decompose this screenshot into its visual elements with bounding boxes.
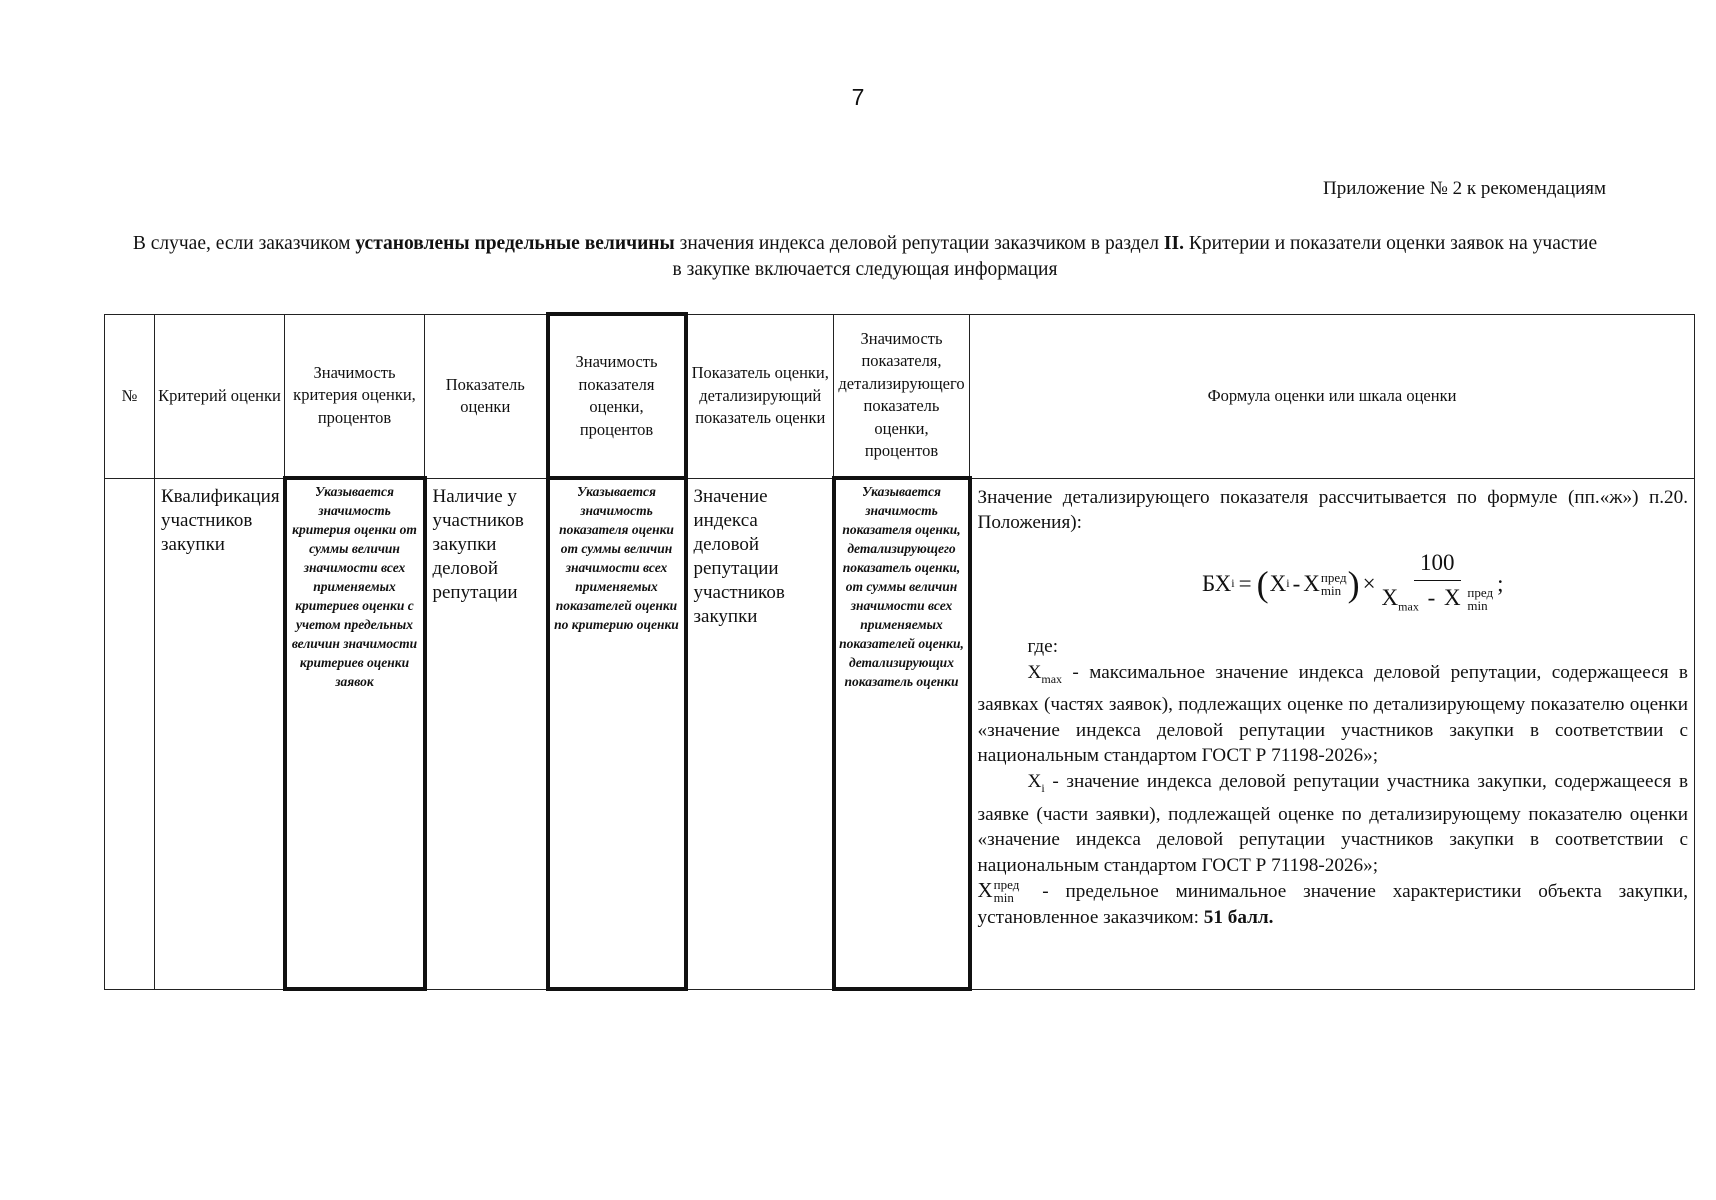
xi-text: - значение индекса деловой репутации участника закупки, содержащееся в заявке (части заявки), подлежащей оценке по детализирующему показателю оценки «значение индекса деловой репутации участников закупки в соответствии с национальным стандартом ГОСТ Р 71198-2026»; (977, 771, 1688, 876)
formula-times: × (1362, 571, 1376, 597)
header-indicator: Показатель оценки (425, 314, 548, 478)
xmin-scripts (994, 878, 1020, 904)
xmax-definition (978, 660, 1689, 769)
xi-subscript: i (1041, 780, 1045, 795)
intro-text-1: В случае, если заказчиком (132, 233, 356, 254)
header-detail-weight: Значимость показателя, детализирующего показатель оценки, процентов (834, 314, 970, 478)
xmax-subscript: max (1041, 671, 1063, 686)
criterion-weight-text: Указывается значимость критерия оценки от суммы величин значимости всех применяемых критериев оценки с учетом предельных величин значимости критериев оценки заявок (291, 484, 418, 689)
formula-numerator: 100 (1414, 548, 1461, 581)
criteria-table (104, 312, 1695, 991)
formula-minus: - (1292, 571, 1301, 597)
cell-detail-indicator (686, 478, 834, 989)
formula-den-xmin: X (1444, 584, 1461, 610)
formula-paren-close: ) (1347, 563, 1360, 604)
formula-intro: Значение детализирующего показателя рассчитывается по формуле (пп.«ж») п.20. Положения): (977, 486, 1688, 534)
formula-den-minus: - (1427, 584, 1436, 610)
xi-definition (978, 769, 1689, 878)
cell-formula (970, 478, 1695, 989)
page-number: 7 (851, 84, 865, 110)
detail-weight-text: Указывается значимость показателя оценки, детализирующего показатель оценки, от суммы величин значимости всех применяемых показателей оценки, детализирующих показатель оценки (839, 484, 964, 689)
intro-text-2: значения индекса деловой репутации заказчиком в раздел (674, 233, 1164, 254)
cell-number (105, 478, 155, 989)
formula-paren-open: ( (1256, 563, 1269, 604)
cell-criterion-weight (285, 478, 425, 989)
header-criterion: Критерий оценки (155, 314, 285, 478)
xmin-symbol-group (978, 878, 1020, 904)
formula-xmin-scripts (1321, 571, 1347, 597)
formula-den-xmin-scripts (1467, 586, 1493, 612)
formula-x: X (1269, 571, 1287, 597)
formula-fraction (1382, 548, 1494, 621)
header-formula: Формула оценки или шкала оценки (970, 314, 1695, 478)
xmin-sub: min (993, 890, 1014, 906)
formula-xmin-sup: пред (1320, 569, 1347, 585)
xmin-sup: пред (993, 877, 1020, 893)
xi-symbol: X (1027, 771, 1042, 793)
cell-criterion (155, 478, 285, 989)
appendix-label: Приложение № 2 к рекомендациям (1323, 178, 1606, 199)
formula-denominator (1382, 581, 1494, 621)
xmax-symbol: X (1027, 661, 1042, 683)
formula-lhs: БХ (1202, 571, 1232, 597)
formula-lhs-sub: i (1231, 576, 1235, 591)
criterion-text: Квалификация участников закупки (161, 485, 280, 555)
header-detail-indicator: Показатель оценки, детализирующий показатель оценки (686, 314, 834, 478)
formula-den-xmin-sub: min (1467, 598, 1488, 614)
cell-indicator-weight (548, 478, 686, 989)
formula-xmin: X (1303, 571, 1320, 597)
xmax-text: - максимальное значение индекса деловой репутации, содержащееся в заявках (частях заявок), подлежащих оценке по детализирующему показателю оценки «значение индекса деловой репутации участников закупки в соответствии с национальным стандартом ГОСТ Р 71198-2026»; (977, 661, 1688, 767)
header-indicator-weight: Значимость показателя оценки, процентов (548, 314, 686, 478)
xmin-text: - предельное минимальное значение характеристики объекта закупки, установленное заказчиком: (977, 881, 1688, 929)
xmin-value: 51 балл. (1203, 907, 1274, 929)
xmin-symbol: X (977, 878, 993, 903)
intro-text-3: Критерии и показатели оценки заявок на участие в закупке включается следующая информация (672, 233, 1598, 280)
header-number: № (105, 314, 155, 478)
cell-indicator (425, 478, 548, 989)
indicator-text: Наличие у участников закупки деловой репутации (432, 485, 524, 603)
formula-den-xmin-sup: пред (1467, 585, 1494, 601)
formula-semicolon: ; (1497, 571, 1504, 597)
formula-equation (1018, 548, 1689, 621)
cell-detail-weight (834, 478, 970, 989)
xmin-definition (978, 878, 1689, 930)
formula-xmin-sub: min (1320, 582, 1342, 598)
intro-bold: установлены предельные величины (355, 233, 675, 254)
detail-indicator-text: Значение индекса деловой репутации участников закупки (693, 485, 785, 627)
formula-x-sub: i (1286, 576, 1290, 591)
formula-equals: = (1238, 571, 1252, 597)
indicator-weight-text: Указывается значимость показателя оценки от суммы величин значимости всех применяемых показателей оценки по критерию оценки (554, 484, 679, 632)
intro-paragraph (130, 231, 1600, 283)
formula-den-xmax-sub: max (1398, 599, 1419, 614)
formula-where: где: (1027, 636, 1059, 658)
formula-den-xmax: X (1381, 584, 1399, 610)
intro-section: II. (1163, 233, 1184, 254)
table-header-row (105, 314, 1695, 478)
header-criterion-weight: Значимость критерия оценки, процентов (285, 314, 425, 478)
table-row (105, 478, 1695, 989)
